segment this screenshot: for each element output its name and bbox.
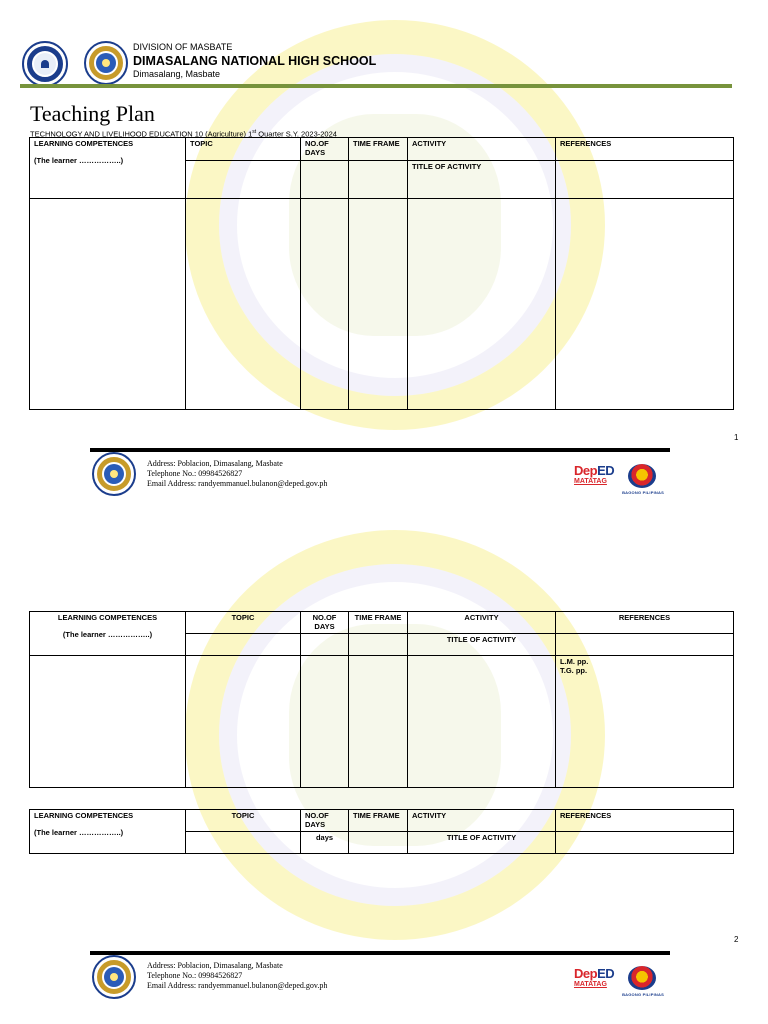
- days-header-2: NO.OF DAYS: [301, 612, 349, 634]
- bagong-pilipinas-logo-2: BAGONG PILIPINAS: [620, 966, 666, 1000]
- activity-body-cell-2[interactable]: [408, 656, 556, 788]
- page-number-2: 2: [734, 935, 739, 944]
- references-body-cell[interactable]: [556, 199, 734, 410]
- ref-tg: T.G. pp.: [560, 666, 588, 675]
- header-divider: [20, 84, 732, 88]
- topic-body-cell-2[interactable]: [186, 656, 301, 788]
- competences-body-cell[interactable]: [30, 199, 186, 410]
- activity-body-cell[interactable]: [408, 199, 556, 410]
- time-frame-header: TIME FRAME: [349, 138, 408, 161]
- topic-cell-2[interactable]: [186, 634, 301, 656]
- school-header: [133, 42, 376, 80]
- deped-seal-logo: [22, 41, 68, 87]
- references-cell-2[interactable]: [556, 634, 734, 656]
- learner-note: (The learner ……………..): [34, 156, 124, 165]
- footer-school-seal-1: [92, 452, 136, 496]
- competences-body-cell-2[interactable]: [30, 656, 186, 788]
- time-frame-cell[interactable]: [349, 161, 408, 199]
- days-body-cell[interactable]: [301, 199, 349, 410]
- footer-email[interactable]: Email Address: randyemmanuel.bulanon@deped.gov.ph: [147, 479, 328, 488]
- footer-address: Address: Poblacion, Dimasalang, Masbate: [147, 459, 283, 468]
- days-body-cell-2[interactable]: [301, 656, 349, 788]
- references-header-3: REFERENCES: [556, 810, 734, 832]
- page-number-1: 1: [734, 433, 739, 442]
- days-cell-2[interactable]: [301, 634, 349, 656]
- competences-cell: [30, 138, 186, 199]
- activity-header: ACTIVITY: [408, 138, 556, 161]
- references-cell[interactable]: [556, 161, 734, 199]
- activity-title-cell: TITLE OF ACTIVITY: [408, 161, 556, 199]
- footer-contact-2: [147, 961, 327, 991]
- days-cell-3[interactable]: days: [301, 832, 349, 854]
- bagong-pilipinas-logo-1: BAGONG PILIPINAS: [620, 464, 666, 498]
- time-frame-body-cell-2[interactable]: [349, 656, 408, 788]
- topic-header-2: TOPIC: [186, 612, 301, 634]
- topic-body-cell[interactable]: [186, 199, 301, 410]
- teaching-plan-table-3: [29, 809, 734, 854]
- division-name: DIVISION OF MASBATE: [133, 42, 233, 52]
- footer-telephone: Telephone No.: 09984526827: [147, 469, 243, 478]
- footer-address-2: Address: Poblacion, Dimasalang, Masbate: [147, 961, 283, 970]
- school-seal-logo: [84, 41, 128, 85]
- document-subtitle: TECHNOLOGY AND LIVELIHOOD EDUCATION 10 (Agriculture) 1st Quarter S.Y. 2023-2024: [30, 129, 337, 139]
- deped-matatag-logo-1: DepED MATATAG: [574, 463, 615, 485]
- competences-header-2: LEARNING COMPETENCES: [57, 613, 158, 622]
- learner-note-3: (The learner ……………..): [34, 828, 124, 837]
- footer-divider-2: [90, 951, 670, 955]
- competences-header-3: LEARNING COMPETENCES: [34, 811, 134, 820]
- teaching-plan-table-1: [29, 137, 734, 410]
- learner-note-2: (The learner ……………..): [62, 630, 153, 639]
- competences-header: LEARNING COMPETENCES: [34, 139, 134, 148]
- footer-school-seal-2: [92, 955, 136, 999]
- activity-header-3: ACTIVITY: [408, 810, 556, 832]
- footer-contact-1: [147, 459, 327, 489]
- topic-cell-3[interactable]: [186, 832, 301, 854]
- competences-cell-2: [30, 612, 186, 656]
- competences-cell-3: [30, 810, 186, 854]
- footer-telephone-2: Telephone No.: 09984526827: [147, 971, 243, 980]
- references-header-2: REFERENCES: [556, 612, 734, 634]
- document-title: Teaching Plan: [30, 101, 155, 126]
- time-frame-cell-3[interactable]: [349, 832, 408, 854]
- activity-title-cell-3: TITLE OF ACTIVITY: [408, 832, 556, 854]
- activity-title-cell-2: TITLE OF ACTIVITY: [408, 634, 556, 656]
- teaching-plan-table-2: [29, 611, 734, 788]
- topic-cell[interactable]: [186, 161, 301, 199]
- school-name: DIMASALANG NATIONAL HIGH SCHOOL: [133, 54, 377, 68]
- days-header: NO.OF DAYS: [301, 138, 349, 161]
- references-header: REFERENCES: [556, 138, 734, 161]
- time-frame-header-3: TIME FRAME: [349, 810, 408, 832]
- ref-lm: L.M. pp.: [560, 657, 589, 666]
- activity-header-2: ACTIVITY: [408, 612, 556, 634]
- references-body-cell-2: [556, 656, 734, 788]
- time-frame-header-2: TIME FRAME: [349, 612, 408, 634]
- deped-matatag-logo-2: DepED MATATAG: [574, 966, 615, 988]
- time-frame-cell-2[interactable]: [349, 634, 408, 656]
- footer-divider-1: [90, 448, 670, 452]
- time-frame-body-cell[interactable]: [349, 199, 408, 410]
- references-cell-3[interactable]: [556, 832, 734, 854]
- school-town: Dimasalang, Masbate: [133, 69, 221, 79]
- footer-email-2[interactable]: Email Address: randyemmanuel.bulanon@deped.gov.ph: [147, 981, 328, 990]
- topic-header-3: TOPIC: [186, 810, 301, 832]
- days-cell[interactable]: [301, 161, 349, 199]
- days-header-3: NO.OF DAYS: [301, 810, 349, 832]
- topic-header: TOPIC: [186, 138, 301, 161]
